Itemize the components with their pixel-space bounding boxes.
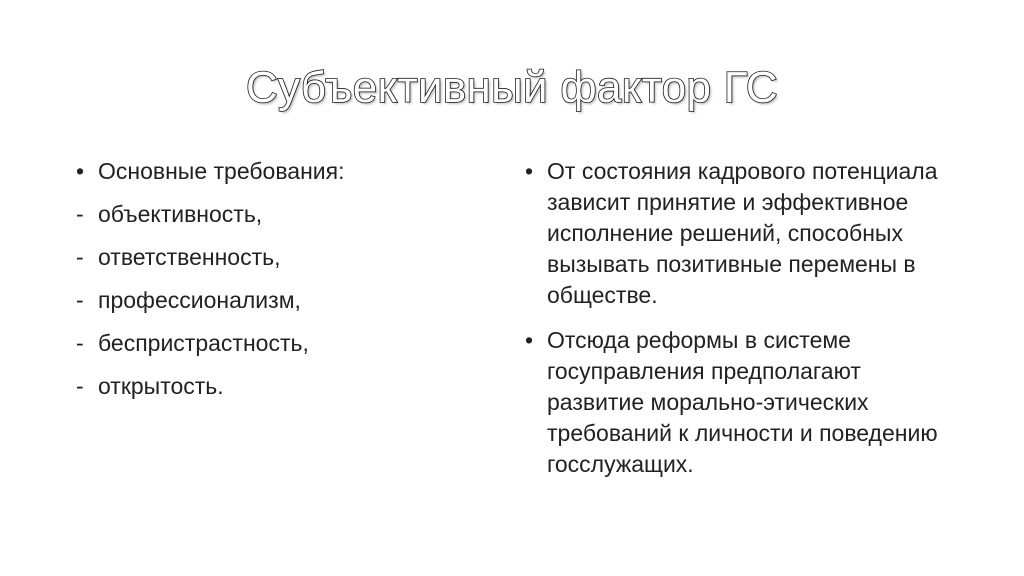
list-item-text: открытость. (98, 373, 224, 399)
bullet-marker: • (525, 327, 534, 353)
list-item (76, 371, 476, 402)
list-item-text: профессионализм, (98, 287, 301, 313)
list-item (525, 325, 955, 480)
list-item (76, 328, 476, 359)
list-item-text: ответственность, (98, 244, 281, 270)
list-item-text: Отсюда реформы в системе госуправления предполагают развитие морально-этических требований к личности и поведению госслужащих. (547, 327, 938, 477)
list-item-text: От состояния кадрового потенциала зависит принятие и эффективное исполнение решений, способных вызывать позитивные перемены в обществе. (547, 158, 938, 308)
list-item (76, 156, 476, 187)
list-item-text: объективность, (98, 201, 263, 227)
left-column (76, 156, 476, 414)
list-item (76, 242, 476, 273)
list-item (525, 156, 955, 311)
list-item-text: Основные требования: (98, 158, 345, 184)
bullet-marker: • (76, 158, 85, 184)
dash-marker: - (76, 244, 84, 270)
dash-marker: - (76, 373, 84, 399)
list-item-text: беспристрастность, (98, 330, 309, 356)
list-item (76, 285, 476, 316)
list-item (76, 199, 476, 230)
dash-marker: - (76, 201, 84, 227)
dash-marker: - (76, 330, 84, 356)
right-column (525, 156, 955, 494)
slide-title: Субъективный фактор ГС (245, 63, 779, 112)
dash-marker: - (76, 287, 84, 313)
bullet-marker: • (525, 158, 534, 184)
